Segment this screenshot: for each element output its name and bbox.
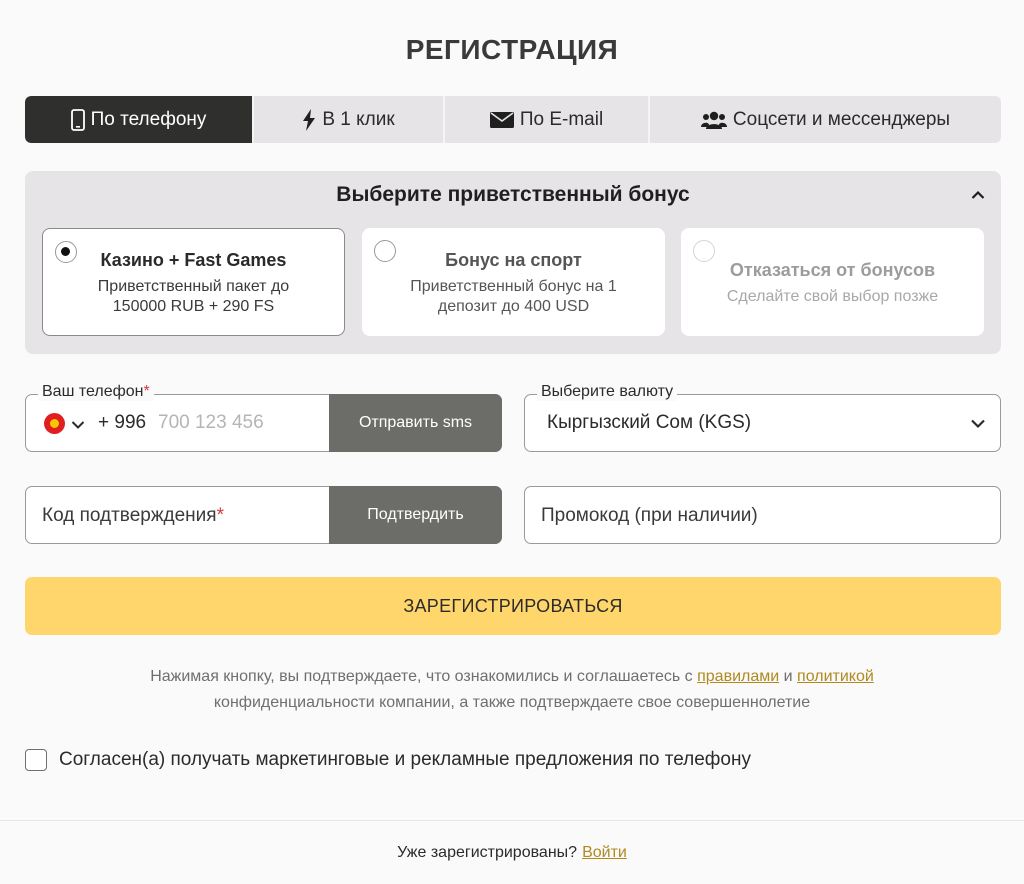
disclaimer: [80, 664, 944, 716]
promo-label: Промокод (при наличии): [541, 505, 758, 526]
confirm-button[interactable]: Подтвердить: [329, 486, 502, 544]
radio-unselected[interactable]: [374, 240, 396, 262]
footer-text: Уже зарегистрированы?: [397, 843, 578, 861]
tab-label: По E-mail: [519, 108, 604, 130]
code-label: Код подтверждения*: [42, 505, 224, 526]
promo-code-field[interactable]: [524, 486, 1001, 544]
login-link[interactable]: Войти: [582, 843, 627, 861]
tab-social[interactable]: [650, 96, 1001, 143]
register-button[interactable]: ЗАРЕГИСТРИРОВАТЬСЯ: [25, 577, 1001, 635]
bonus-option-name: Казино + Fast Games: [100, 250, 287, 270]
tab-label: Соцсети и мессенджеры: [732, 108, 951, 130]
registration-tabs: [25, 96, 1001, 143]
chevron-down-icon[interactable]: [71, 417, 85, 435]
bonus-option-name: Отказаться от бонусов: [729, 260, 936, 280]
envelope-icon: [490, 111, 514, 129]
page-title: РЕГИСТРАЦИЯ: [405, 34, 619, 65]
disclaimer-text: Нажимая кнопку, вы подтверждаете, что ознакомились и соглашаетесь с: [150, 668, 693, 685]
radio-selected[interactable]: [55, 241, 77, 263]
phone-field: [25, 383, 502, 452]
mobile-phone-icon: [71, 109, 85, 131]
tab-email[interactable]: [445, 96, 650, 143]
tab-label: По телефону: [90, 108, 207, 130]
consent-checkbox[interactable]: [25, 749, 47, 771]
bonus-option-casino[interactable]: [42, 228, 345, 336]
bonus-title: Выберите приветственный бонус: [336, 183, 690, 206]
bonus-option-decline[interactable]: [681, 228, 984, 336]
tab-label: В 1 клик: [322, 108, 395, 130]
rules-link[interactable]: правилами: [697, 668, 780, 685]
tab-phone[interactable]: [25, 96, 254, 143]
marketing-consent: [25, 749, 751, 771]
footer: [0, 820, 1024, 884]
radio-unselected[interactable]: [693, 240, 715, 262]
currency-value: Кыргызский Сом (KGS): [547, 412, 752, 433]
currency-select[interactable]: [524, 383, 1001, 452]
tab-one-click[interactable]: [254, 96, 445, 143]
consent-label[interactable]: Согласен(а) получать маркетинговые и рекламные предложения по телефону: [59, 749, 751, 770]
bonus-option-sport[interactable]: [362, 228, 665, 336]
kyrgyzstan-flag-icon[interactable]: [44, 413, 65, 434]
bonus-option-description: Приветственный бонус на 1 депозит до 400 USD: [410, 278, 617, 315]
bonus-option-description: Сделайте свой выбор позже: [726, 288, 939, 305]
confirmation-code-field[interactable]: [25, 486, 502, 544]
users-icon: [701, 110, 727, 130]
currency-label: Выберите валюту: [537, 383, 677, 401]
bonus-panel: [25, 171, 1001, 354]
phone-input[interactable]: [158, 412, 328, 434]
bonus-option-name: Бонус на спорт: [445, 250, 582, 270]
disclaimer-text: конфиденциальности компании, а также подтверждаете свое совершеннолетие: [213, 694, 811, 711]
policy-link[interactable]: политикой: [797, 668, 874, 685]
lightning-icon: [302, 109, 316, 131]
bonus-option-description: Приветственный пакет до 150000 RUB + 290 FS: [97, 278, 290, 315]
send-sms-button[interactable]: Отправить sms: [329, 394, 502, 452]
country-code: + 996: [98, 412, 147, 433]
chevron-up-icon[interactable]: [971, 187, 985, 205]
phone-label: Ваш телефон*: [38, 383, 154, 401]
disclaimer-text: и: [783, 668, 793, 685]
chevron-down-icon: [970, 416, 986, 434]
